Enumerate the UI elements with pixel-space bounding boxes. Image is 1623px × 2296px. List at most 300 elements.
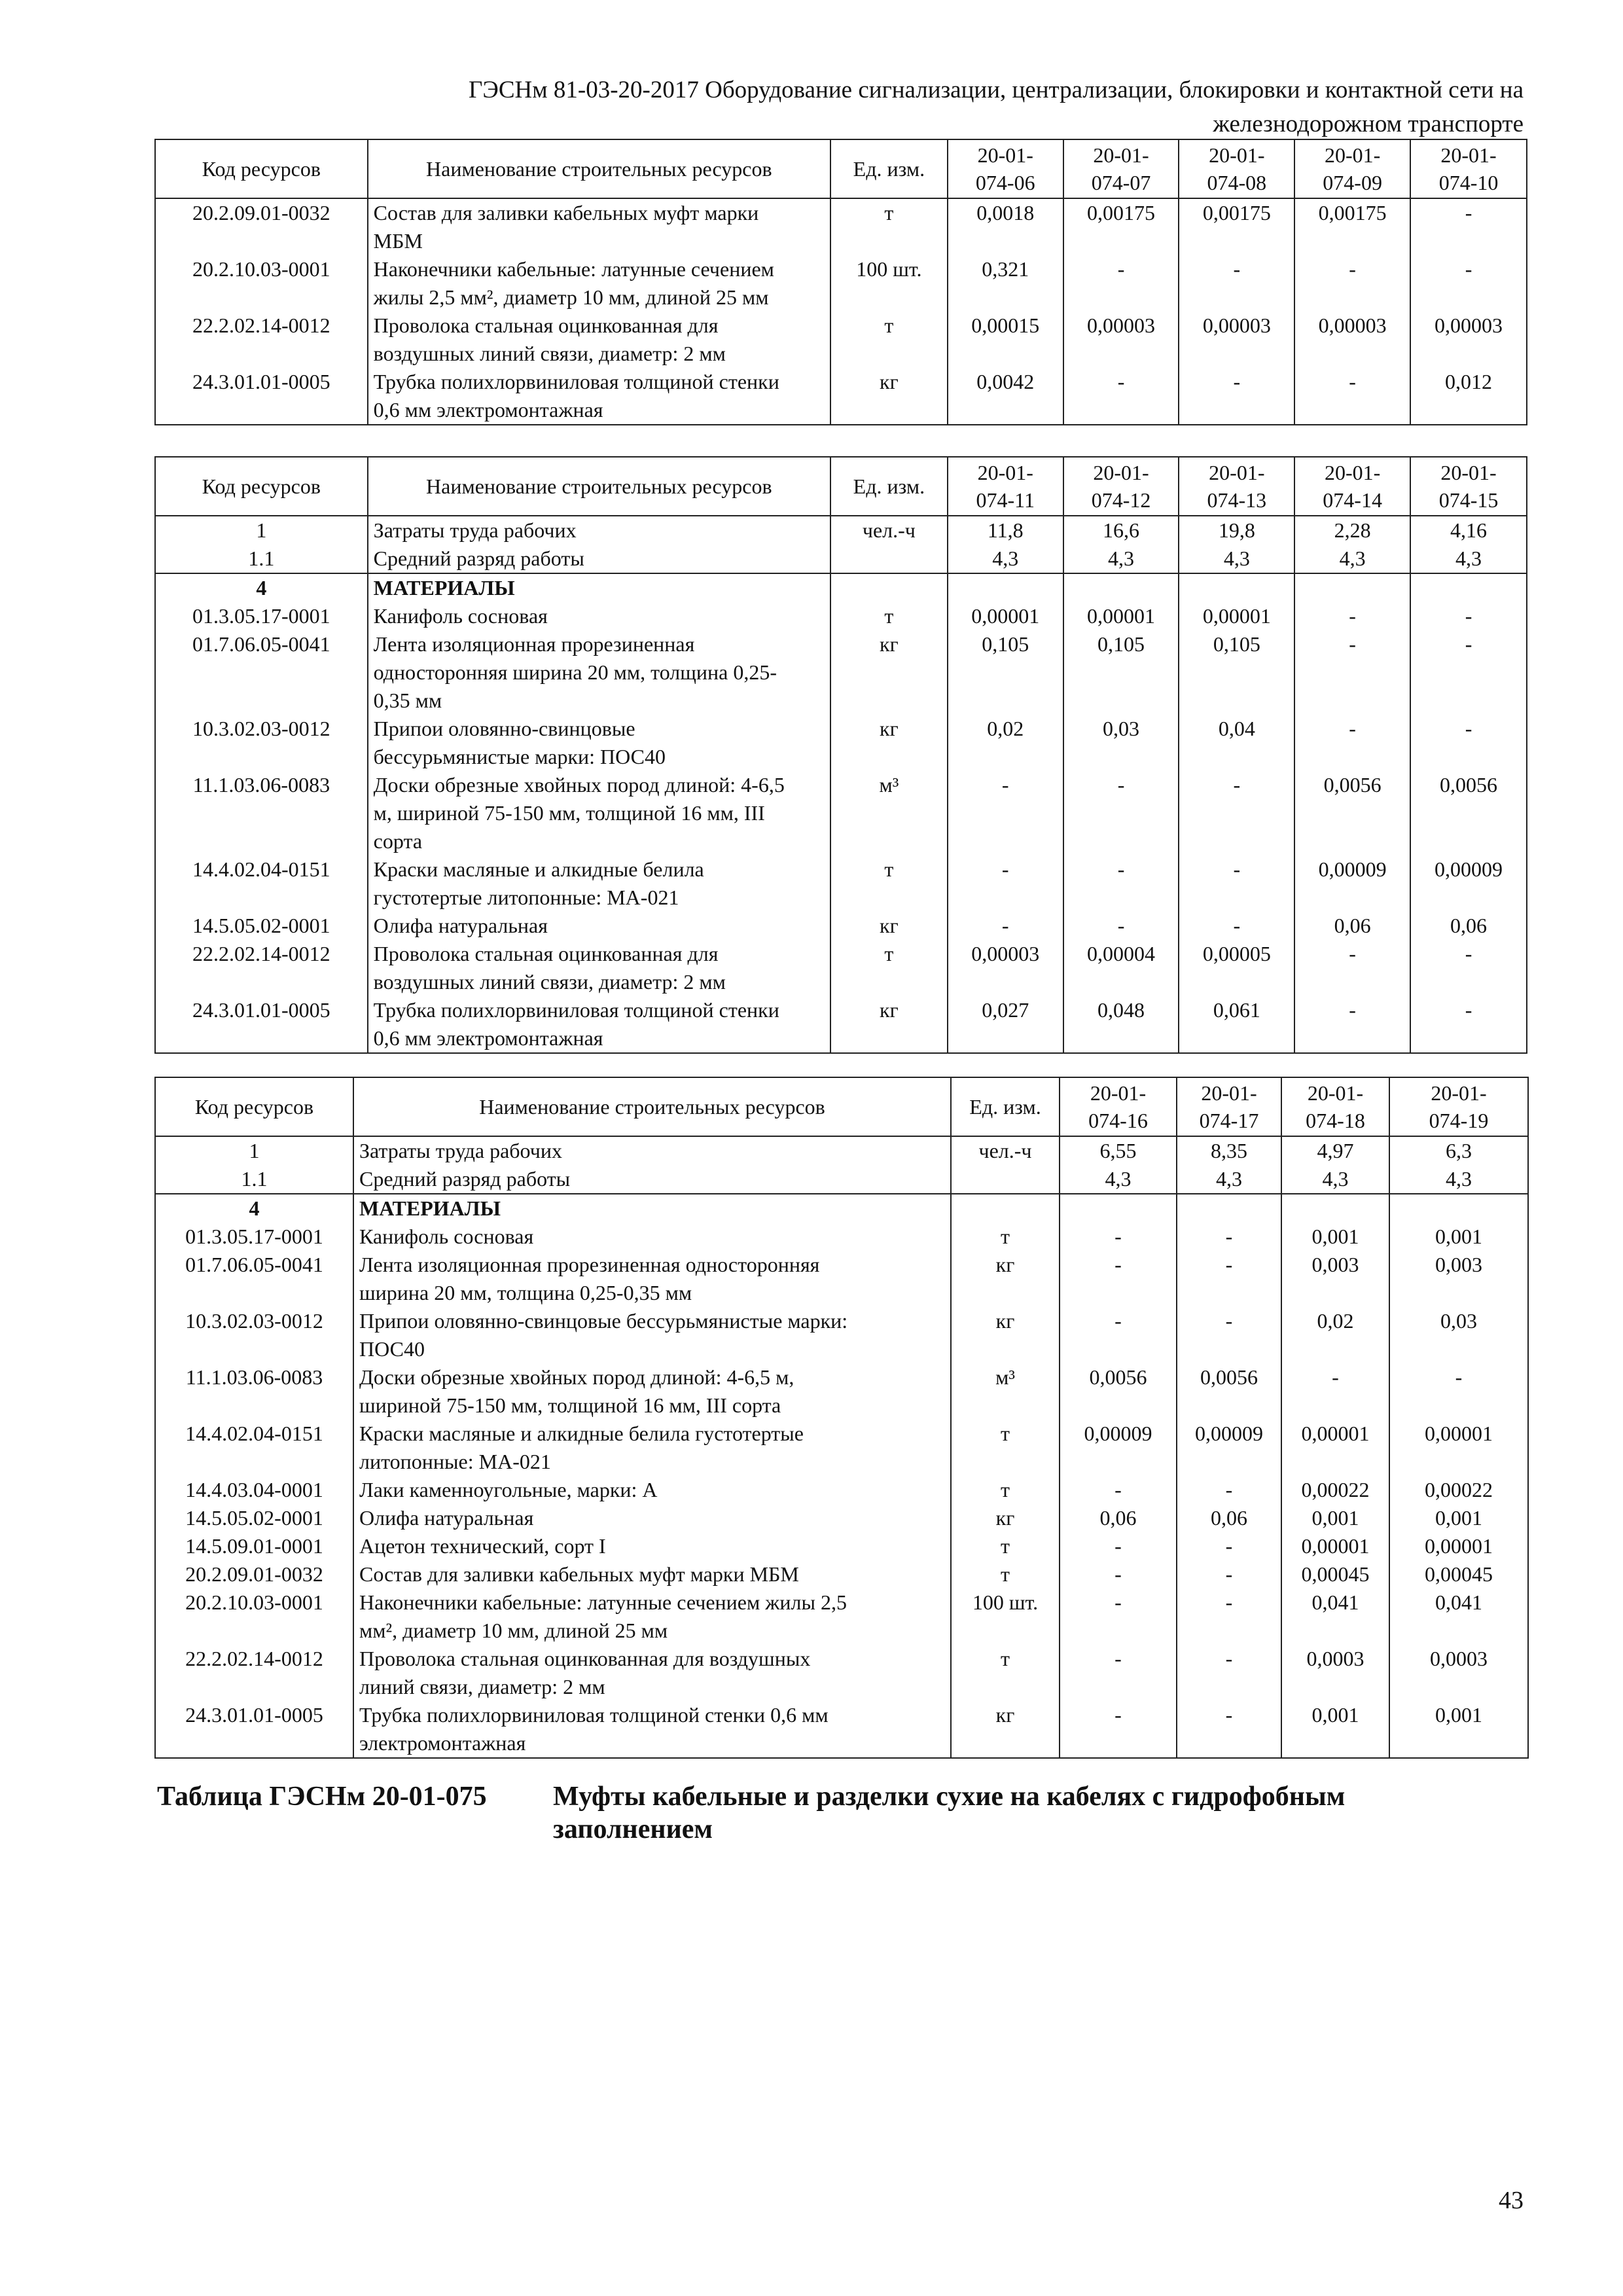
header-unit: Ед. изм.: [830, 457, 948, 516]
resource-unit: кг: [830, 368, 948, 425]
material-row: [155, 1223, 1528, 1251]
resource-code: 22.2.02.14-0012: [155, 940, 368, 996]
resource-code: 14.5.05.02-0001: [155, 1504, 353, 1532]
norm-code-suffix: 074-09: [1323, 171, 1382, 194]
resource-code: 20.2.09.01-0032: [155, 198, 368, 255]
resource-value: 0,0003: [1389, 1645, 1528, 1701]
resource-value: 4,3: [1177, 1165, 1281, 1194]
resource-value: -: [1177, 1476, 1281, 1504]
resource-code: 01.3.05.17-0001: [155, 1223, 353, 1251]
resource-unit: т: [830, 855, 948, 912]
resource-value: 4,3: [1389, 1165, 1528, 1194]
resource-name: [353, 1588, 951, 1645]
resource-name: [353, 1251, 951, 1307]
material-row: [155, 1504, 1528, 1532]
resource-value: 0,06: [1177, 1504, 1281, 1532]
resource-name-line: 0,6 мм электромонтажная: [373, 1026, 603, 1050]
resource-value: -: [948, 771, 1063, 855]
resource-name: [353, 1476, 951, 1504]
resource-name-line: ПОС40: [359, 1337, 425, 1361]
resource-name-line: Состав для заливки кабельных муфт марки: [373, 201, 759, 224]
resource-name: [353, 1701, 951, 1758]
resource-name-line: Олифа натуральная: [359, 1506, 534, 1530]
resource-value: -: [1179, 771, 1294, 855]
material-row: [155, 1701, 1528, 1758]
resource-value: -: [1063, 855, 1179, 912]
resource-name: [368, 368, 830, 425]
header-name: Наименование строительных ресурсов: [368, 457, 830, 516]
resource-unit: кг: [830, 912, 948, 940]
resource-value: 4,3: [1063, 545, 1179, 573]
resource-value: 0,048: [1063, 996, 1179, 1053]
resource-code: 20.2.09.01-0032: [155, 1560, 353, 1588]
resource-name-line: Канифоль сосновая: [359, 1225, 534, 1248]
resource-value: -: [1294, 255, 1410, 312]
header-norm-column: [1410, 139, 1527, 198]
resource-value: 4,3: [1179, 545, 1294, 573]
header-line-1: ГЭСНм 81-03-20-2017 Оборудование сигнализации, централизации, блокировки и контактной сети на: [469, 77, 1524, 103]
resource-value: 0,00005: [1179, 940, 1294, 996]
resource-value: 6,3: [1389, 1136, 1528, 1165]
resource-value: -: [948, 912, 1063, 940]
resource-value: -: [1060, 1701, 1177, 1758]
table-row: [155, 312, 1527, 368]
resource-code: 24.3.01.01-0005: [155, 996, 368, 1053]
resource-value: 0,027: [948, 996, 1063, 1053]
material-row: [155, 1588, 1528, 1645]
section-code: 4: [155, 1194, 353, 1223]
header-row: [155, 139, 1527, 198]
resource-value: -: [1060, 1251, 1177, 1307]
empty-cell: [1281, 1194, 1389, 1223]
resource-value: 4,3: [948, 545, 1063, 573]
resource-name-line: Лента изоляционная прорезиненная односторонняя: [359, 1253, 820, 1276]
resource-code: 1.1: [155, 545, 368, 573]
header-norm-column: [1063, 457, 1179, 516]
norm-code-suffix: 074-08: [1207, 171, 1267, 194]
resource-value: -: [1281, 1363, 1389, 1420]
header-name: Наименование строительных ресурсов: [353, 1077, 951, 1136]
resource-name: [368, 602, 830, 630]
resource-name: [368, 996, 830, 1053]
resource-value: -: [1060, 1560, 1177, 1588]
resource-value: 0,00045: [1281, 1560, 1389, 1588]
resource-code: 1: [155, 1136, 353, 1165]
resource-value: 4,3: [1281, 1165, 1389, 1194]
resource-value: 0,04: [1179, 715, 1294, 771]
header-norm-column: [1063, 139, 1179, 198]
resource-value: 0,06: [1294, 912, 1410, 940]
resource-value: 0,041: [1389, 1588, 1528, 1645]
resource-value: -: [1179, 368, 1294, 425]
resource-value: -: [1294, 630, 1410, 715]
resource-unit: кг: [951, 1251, 1060, 1307]
header-row: [155, 457, 1527, 516]
header-code: Код ресурсов: [155, 457, 368, 516]
resource-value: -: [1060, 1223, 1177, 1251]
resource-name-line: Лаки каменноугольные, марки: А: [359, 1478, 658, 1501]
resource-value: 0,00001: [1281, 1420, 1389, 1476]
resource-name-line: Олифа натуральная: [373, 914, 548, 937]
resource-value: -: [1177, 1645, 1281, 1701]
header-code: Код ресурсов: [155, 139, 368, 198]
resource-name-line: Состав для заливки кабельных муфт марки МБМ: [359, 1562, 799, 1586]
resource-unit: м³: [951, 1363, 1060, 1420]
material-row: [155, 1645, 1528, 1701]
resource-unit: кг: [830, 996, 948, 1053]
material-row: [155, 771, 1527, 855]
labour-section: [155, 1136, 1528, 1194]
resource-code: 01.3.05.17-0001: [155, 602, 368, 630]
resource-value: 0,00003: [1179, 312, 1294, 368]
resource-name: [368, 940, 830, 996]
resource-value: 0,00001: [948, 602, 1063, 630]
resource-value: 0,00009: [1060, 1420, 1177, 1476]
material-row: [155, 912, 1527, 940]
empty-cell: [1060, 1194, 1177, 1223]
resource-value: -: [1410, 996, 1527, 1053]
resource-name-line: Ацетон технический, сорт I: [359, 1534, 606, 1558]
table-row: [155, 255, 1527, 312]
resource-unit: т: [830, 312, 948, 368]
resource-name-line: мм², диаметр 10 мм, длиной 25 мм: [359, 1619, 668, 1642]
norm-code-prefix: 20-01-: [1201, 1081, 1257, 1105]
header-norm-column: [1179, 139, 1294, 198]
resource-value: 0,001: [1281, 1223, 1389, 1251]
resource-value: 2,28: [1294, 516, 1410, 545]
resource-name: [368, 715, 830, 771]
resource-name-line: Трубка полихлорвиниловая толщиной стенки: [373, 370, 779, 393]
resource-name-line: Проволока стальная оцинкованная для: [373, 314, 719, 337]
resource-unit: [830, 545, 948, 573]
caption-label: Таблица ГЭСНм 20-01-075: [157, 1782, 487, 1812]
materials-heading-row: [155, 573, 1527, 602]
resource-name-line: Припои оловянно-свинцовые бессурьмянистые марки:: [359, 1309, 848, 1333]
resource-unit: чел.-ч: [951, 1136, 1060, 1165]
header-norm-column: [1410, 457, 1527, 516]
resource-value: 0,00001: [1281, 1532, 1389, 1560]
header-norm-column: [1177, 1077, 1281, 1136]
header-norm-column: [1281, 1077, 1389, 1136]
norm-code-prefix: 20-01-: [1324, 143, 1381, 167]
material-row: [155, 996, 1527, 1053]
resource-name: [368, 912, 830, 940]
resource-name-line: Наконечники кабельные: латунные сечением жилы 2,5: [359, 1590, 847, 1614]
resource-table-3: [154, 1077, 1527, 1759]
resource-code: 14.5.05.02-0001: [155, 912, 368, 940]
labour-row: [155, 516, 1527, 545]
resource-value: 0,00001: [1389, 1420, 1528, 1476]
norm-code-prefix: 20-01-: [1307, 1081, 1364, 1105]
norm-code-suffix: 074-19: [1429, 1109, 1489, 1132]
labour-row: [155, 545, 1527, 573]
header-norm-column: [1060, 1077, 1177, 1136]
norm-code-suffix: 074-16: [1088, 1109, 1148, 1132]
resource-code: 1.1: [155, 1165, 353, 1194]
resource-value: 0,001: [1281, 1701, 1389, 1758]
resource-value: 0,00001: [1389, 1532, 1528, 1560]
resource-value: 0,0056: [1410, 771, 1527, 855]
resource-code: 14.4.02.04-0151: [155, 855, 368, 912]
resource-value: 0,03: [1063, 715, 1179, 771]
header-norm-column: [948, 139, 1063, 198]
resource-value: 8,35: [1177, 1136, 1281, 1165]
resource-name: [353, 1165, 951, 1194]
resource-name-line: сорта: [373, 829, 423, 853]
resource-value: 11,8: [948, 516, 1063, 545]
material-row: [155, 1363, 1528, 1420]
norm-code-suffix: 074-15: [1438, 488, 1499, 512]
resource-value: 4,3: [1410, 545, 1527, 573]
resource-value: 0,00175: [1063, 198, 1179, 255]
norm-code-suffix: 074-13: [1207, 488, 1267, 512]
resource-name-line: Проволока стальная оцинкованная для воздушных: [359, 1647, 811, 1670]
resource-unit: [951, 1165, 1060, 1194]
resource-value: 0,00009: [1294, 855, 1410, 912]
resource-name-line: линий связи, диаметр: 2 мм: [359, 1675, 605, 1698]
resource-unit: м³: [830, 771, 948, 855]
norm-code-suffix: 074-14: [1323, 488, 1382, 512]
resource-value: -: [1060, 1476, 1177, 1504]
resource-code: 14.4.02.04-0151: [155, 1420, 353, 1476]
resource-value: 0,105: [1179, 630, 1294, 715]
resource-code: 1: [155, 516, 368, 545]
header-norm-column: [1179, 457, 1294, 516]
materials-section: [155, 1194, 1528, 1758]
norm-code-suffix: 074-06: [975, 171, 1035, 194]
resource-value: 0,0056: [1060, 1363, 1177, 1420]
resource-name: [368, 255, 830, 312]
resource-value: 0,012: [1410, 368, 1527, 425]
resource-name-line: Наконечники кабельные: латунные сечением: [373, 257, 774, 281]
resource-value: -: [1063, 771, 1179, 855]
resource-name-line: Доски обрезные хвойных пород длиной: 4-6,5: [373, 773, 785, 797]
resource-value: 0,003: [1281, 1251, 1389, 1307]
resource-name: [368, 198, 830, 255]
resource-value: 4,3: [1060, 1165, 1177, 1194]
table-header: [155, 139, 1527, 198]
material-row: [155, 1560, 1528, 1588]
resource-value: 0,00009: [1410, 855, 1527, 912]
materials-heading-row: [155, 1194, 1528, 1223]
resource-value: -: [1410, 940, 1527, 996]
resource-value: -: [1410, 630, 1527, 715]
resource-value: 0,0003: [1281, 1645, 1389, 1701]
resource-value: -: [1177, 1560, 1281, 1588]
resource-name-line: воздушных линий связи, диаметр: 2 мм: [373, 970, 726, 994]
resource-value: 0,06: [1410, 912, 1527, 940]
resource-value: 4,16: [1410, 516, 1527, 545]
resource-name-line: Краски масляные и алкидные белила густотертые: [359, 1422, 804, 1445]
resource-value: -: [1410, 198, 1527, 255]
resource-value: 0,001: [1389, 1504, 1528, 1532]
resource-name-line: Средний разряд работы: [359, 1167, 571, 1191]
resource-name-line: Средний разряд работы: [373, 547, 584, 570]
resource-name-line: Припои оловянно-свинцовые: [373, 717, 635, 740]
resource-value: 0,00175: [1294, 198, 1410, 255]
empty-cell: [1179, 573, 1294, 602]
resource-value: -: [1410, 602, 1527, 630]
resource-name-line: м, шириной 75-150 мм, толщиной 16 мм, III: [373, 801, 765, 825]
resource-unit: 100 шт.: [830, 255, 948, 312]
norm-code-suffix: 074-11: [976, 488, 1035, 512]
header-norm-column: [948, 457, 1063, 516]
labour-row: [155, 1165, 1528, 1194]
resource-value: -: [1294, 602, 1410, 630]
resource-value: -: [1060, 1645, 1177, 1701]
header-row: [155, 1077, 1528, 1136]
resource-value: 0,00009: [1177, 1420, 1281, 1476]
resource-code: 20.2.10.03-0001: [155, 255, 368, 312]
resource-value: -: [1179, 255, 1294, 312]
empty-cell: [1177, 1194, 1281, 1223]
resource-name-line: Доски обрезные хвойных пород длиной: 4-6,5 м,: [359, 1365, 794, 1389]
resource-unit: кг: [951, 1701, 1060, 1758]
resource-value: 0,00015: [948, 312, 1063, 368]
caption-title: Муфты кабельные и разделки сухие на кабелях с гидрофобным заполнением: [553, 1782, 1346, 1844]
resource-unit: т: [830, 602, 948, 630]
section-name: МАТЕРИАЛЫ: [368, 573, 830, 602]
resource-value: 0,001: [1389, 1223, 1528, 1251]
resource-name-line: воздушных линий связи, диаметр: 2 мм: [373, 342, 726, 365]
resource-unit: кг: [830, 630, 948, 715]
norm-code-suffix: 074-12: [1091, 488, 1151, 512]
empty-cell: [948, 573, 1063, 602]
resource-value: -: [1294, 715, 1410, 771]
norm-code-suffix: 074-10: [1438, 171, 1499, 194]
resource-name: [353, 1136, 951, 1165]
resource-table-1: [154, 139, 1527, 425]
resource-value: -: [1060, 1532, 1177, 1560]
empty-cell: [830, 573, 948, 602]
table-header: [155, 457, 1527, 516]
header-code: Код ресурсов: [155, 1077, 353, 1136]
resource-unit: т: [830, 198, 948, 255]
resource-code: 24.3.01.01-0005: [155, 1701, 353, 1758]
resource-name: [368, 545, 830, 573]
resource-unit: т: [951, 1476, 1060, 1504]
resource-value: 0,041: [1281, 1588, 1389, 1645]
resource-value: 0,00045: [1389, 1560, 1528, 1588]
resource-code: 24.3.01.01-0005: [155, 368, 368, 425]
resource-name: [353, 1223, 951, 1251]
resource-value: 0,003: [1389, 1251, 1528, 1307]
resource-value: 0,00001: [1063, 602, 1179, 630]
resource-value: 0,105: [948, 630, 1063, 715]
norm-code-prefix: 20-01-: [1209, 143, 1265, 167]
resource-name-line: 0,35 мм: [373, 689, 442, 712]
document-header: [149, 73, 1524, 141]
resource-value: 0,03: [1389, 1307, 1528, 1363]
material-row: [155, 1532, 1528, 1560]
material-row: [155, 630, 1527, 715]
page-number: 43: [1499, 2187, 1524, 2214]
resource-code: 14.4.03.04-0001: [155, 1476, 353, 1504]
resource-value: 0,02: [1281, 1307, 1389, 1363]
header-norm-column: [1294, 139, 1410, 198]
resource-value: 0,00003: [1294, 312, 1410, 368]
resource-value: -: [1389, 1363, 1528, 1420]
resource-name-line: электромонтажная: [359, 1731, 526, 1755]
empty-cell: [1389, 1194, 1528, 1223]
material-row: [155, 1251, 1528, 1307]
resource-value: 4,97: [1281, 1136, 1389, 1165]
resource-name-line: Затраты труда рабочих: [373, 518, 577, 542]
resource-value: -: [1177, 1223, 1281, 1251]
resource-name: [353, 1504, 951, 1532]
resource-value: 0,00003: [1410, 312, 1527, 368]
resource-value: -: [1179, 855, 1294, 912]
norm-code-prefix: 20-01-: [1324, 461, 1381, 484]
resource-value: 0,001: [1389, 1701, 1528, 1758]
resource-name-line: ширина 20 мм, толщина 0,25-0,35 мм: [359, 1281, 692, 1304]
resource-unit: т: [830, 940, 948, 996]
resource-name-line: бессурьмянистые марки: ПОС40: [373, 745, 666, 768]
material-row: [155, 940, 1527, 996]
resource-unit: кг: [951, 1504, 1060, 1532]
norm-code-prefix: 20-01-: [1093, 461, 1149, 484]
header-unit: Ед. изм.: [951, 1077, 1060, 1136]
resource-value: 0,061: [1179, 996, 1294, 1053]
resource-value: 0,0018: [948, 198, 1063, 255]
norm-code-prefix: 20-01-: [1209, 461, 1265, 484]
resource-code: 01.7.06.05-0041: [155, 1251, 353, 1307]
resource-value: -: [1177, 1251, 1281, 1307]
resource-name-line: 0,6 мм электромонтажная: [373, 398, 603, 422]
resource-name: [353, 1307, 951, 1363]
material-row: [155, 715, 1527, 771]
resource-name-line: Канифоль сосновая: [373, 604, 548, 628]
empty-cell: [1294, 573, 1410, 602]
resource-name: [368, 771, 830, 855]
header-line-2: железнодорожном транспорте: [1213, 111, 1524, 137]
resource-name-line: односторонняя ширина 20 мм, толщина 0,25-: [373, 660, 777, 684]
resource-value: 0,001: [1281, 1504, 1389, 1532]
resource-value: 0,0042: [948, 368, 1063, 425]
resource-value: 0,02: [948, 715, 1063, 771]
norm-code-suffix: 074-17: [1199, 1109, 1259, 1132]
resource-value: -: [1294, 368, 1410, 425]
resource-unit: т: [951, 1560, 1060, 1588]
resource-value: -: [1410, 715, 1527, 771]
table-row: [155, 198, 1527, 255]
resource-value: 0,0056: [1177, 1363, 1281, 1420]
resource-value: 0,00001: [1179, 602, 1294, 630]
norm-code-prefix: 20-01-: [977, 461, 1033, 484]
header-name: Наименование строительных ресурсов: [368, 139, 830, 198]
norm-code-suffix: 074-07: [1091, 171, 1151, 194]
resource-value: 6,55: [1060, 1136, 1177, 1165]
labour-row: [155, 1136, 1528, 1165]
resource-name-line: МБМ: [373, 229, 423, 253]
resource-value: -: [1294, 996, 1410, 1053]
resource-code: 22.2.02.14-0012: [155, 1645, 353, 1701]
norm-code-suffix: 074-18: [1306, 1109, 1365, 1132]
resource-value: 0,00022: [1281, 1476, 1389, 1504]
resource-name: [353, 1560, 951, 1588]
table-row: [155, 368, 1527, 425]
section-name: МАТЕРИАЛЫ: [353, 1194, 951, 1223]
resource-value: -: [1294, 940, 1410, 996]
resource-unit: кг: [830, 715, 948, 771]
resource-code: 11.1.03.06-0083: [155, 771, 368, 855]
header-norm-column: [1389, 1077, 1528, 1136]
resource-name: [353, 1420, 951, 1476]
labour-section: [155, 516, 1527, 573]
resource-code: 20.2.10.03-0001: [155, 1588, 353, 1645]
resource-value: 16,6: [1063, 516, 1179, 545]
resource-name-line: литопонные: МА-021: [359, 1450, 551, 1473]
